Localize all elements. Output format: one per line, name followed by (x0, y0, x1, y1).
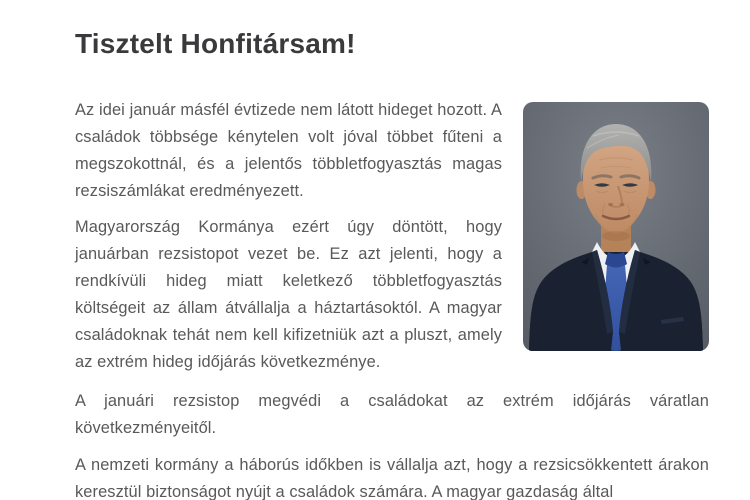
letter-title: Tisztelt Honfitársam! (75, 28, 356, 59)
letter-paragraph-1: Az idei január másfél évtizede nem látott hideget hozott. A családok többsége kénytelen volt jóval többet fűteni a megszokottnál, és a jelentős többletfogyasztás magas rezsiszámlákat eredményezett. (75, 100, 502, 200)
letter-paragraph-2: Magyarország Kormánya ezért úgy döntött, hogy januárban rezsistopot vezet be. Ez azt jelenti, hogy a rendkívüli hideg miatt keletkező többletfogyasztás költségeit az állam átvállalja a háztartásoktól. A magyar családoknak tehát nem kell kifizetniük azt a pluszt, amely az extrém hideg időjárás következménye. (75, 217, 502, 371)
letter-paragraph-4: A nemzeti kormány a háborús időkben is vállalja azt, hogy a rezsicsökkentett árakon keresztül biztonságot nyújt a családok számára. A magyar gazdaság által (75, 455, 709, 500)
left-nostril (608, 202, 613, 205)
portrait-illustration (523, 102, 709, 351)
letter-content (75, 0, 709, 500)
letter-paragraph-3: A januári rezsistop megvédi a családokat az extrém időjárás váratlan következményeitől. (75, 391, 709, 437)
chin-shadow (602, 231, 630, 241)
portrait-photo (523, 102, 709, 351)
tie-knot (605, 252, 627, 268)
right-nostril (620, 202, 625, 205)
